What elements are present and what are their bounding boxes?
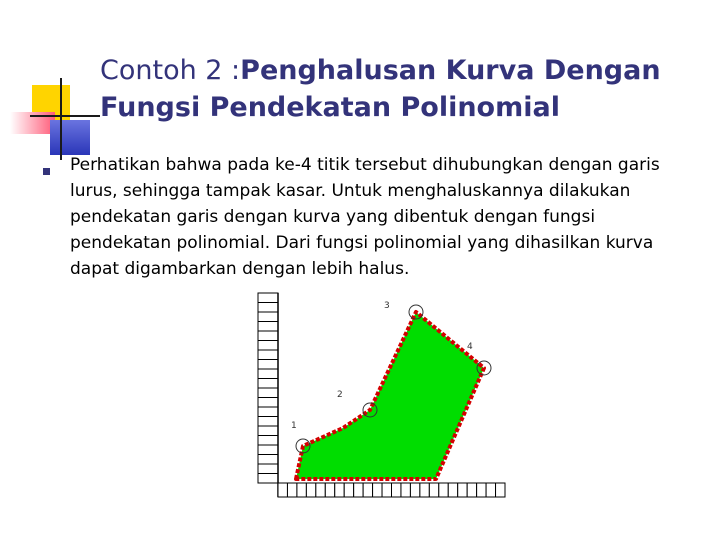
grid-cell <box>458 483 467 497</box>
grid-cell <box>258 379 278 389</box>
point-label-3: 3 <box>384 301 390 311</box>
grid-cell <box>420 483 429 497</box>
grid-cell <box>258 303 278 313</box>
grid-cell <box>258 331 278 341</box>
grid-cell <box>258 293 278 303</box>
grid-cell <box>258 360 278 370</box>
grid-cell <box>486 483 495 497</box>
bottom-axis-grid <box>278 483 505 497</box>
bullet-text: Perhatikan bahwa pada ke-4 titik tersebut dihubungkan dengan garis lurus, sehingga tampak kasar. Untuk menghaluskannya dilakukan pendekatan garis dengan kurva yang dibentuk dengan fungsi pendekatan polinomial. Dari fungsi polinomial yang dihasilkan kurva dapat digambarkan dengan lebih halus. <box>70 155 660 279</box>
grid-cell <box>278 483 287 497</box>
grid-cell <box>496 483 505 497</box>
left-axis-grid <box>258 293 278 497</box>
grid-cell <box>287 483 296 497</box>
grid-cell <box>335 483 344 497</box>
grid-cell <box>373 483 382 497</box>
grid-cell <box>258 398 278 408</box>
grid-cell <box>258 322 278 332</box>
grid-cell <box>392 483 401 497</box>
grid-cell <box>429 483 438 497</box>
grid-cell <box>258 455 278 465</box>
grid-cell <box>258 407 278 417</box>
grid-cell <box>258 417 278 427</box>
grid-cell <box>325 483 334 497</box>
grid-cell <box>401 483 410 497</box>
grid-cell <box>306 483 315 497</box>
grid-cell <box>363 483 372 497</box>
point-label-4: 4 <box>467 342 473 352</box>
grid-cell <box>354 483 363 497</box>
point-label-2: 2 <box>337 390 343 400</box>
grid-cell <box>439 483 448 497</box>
point-label-1: 1 <box>291 421 297 431</box>
grid-cell <box>316 483 325 497</box>
grid-cell <box>258 474 278 484</box>
filled-shape <box>296 312 484 479</box>
grid-cell <box>258 436 278 446</box>
grid-cell <box>467 483 476 497</box>
grid-cell <box>258 426 278 436</box>
grid-cell <box>344 483 353 497</box>
grid-cell <box>258 464 278 474</box>
grid-cell <box>258 341 278 351</box>
grid-cell <box>410 483 419 497</box>
grid-cell <box>382 483 391 497</box>
grid-cell <box>258 312 278 322</box>
grid-cell <box>297 483 306 497</box>
grid-cell <box>258 445 278 455</box>
grid-cell <box>258 350 278 360</box>
title-prefix: Contoh 2 : <box>100 55 241 86</box>
grid-cell <box>258 369 278 379</box>
grid-cell <box>258 388 278 398</box>
title-main: Penghalusan Kurva Dengan Fungsi Pendekatan Polinomial <box>100 55 661 123</box>
grid-cell <box>477 483 486 497</box>
grid-cell <box>448 483 457 497</box>
